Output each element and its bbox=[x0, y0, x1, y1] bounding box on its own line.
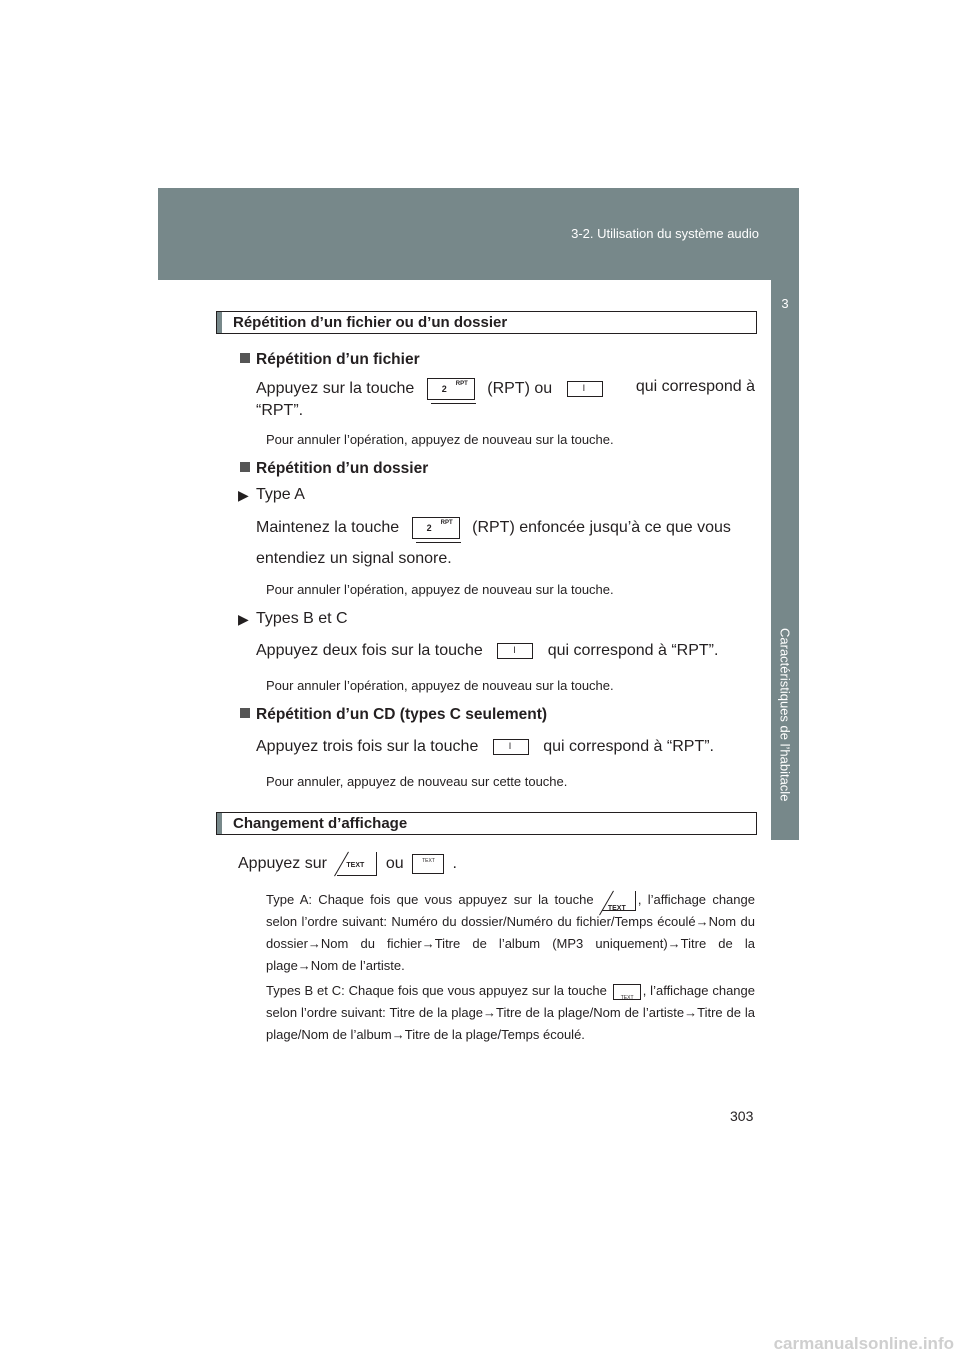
triangle-bullet-icon: ▶ bbox=[238, 611, 249, 627]
square-bullet-icon bbox=[240, 462, 250, 472]
display-type-a-paragraph: Type A: Chaque fois que vous appuyez sur la touche TEXT , l’affichage change selon l’ordre suivant: Numéro du dossier/Numéro du fichier/Temps écoulé→Nom du dossier→Nom du fichier→Titre de l’album (MP3 uniquement)→Titre de la plage→Nom de l’artiste. bbox=[266, 892, 755, 973]
section-header-title: 3-2. Utilisation du système audio bbox=[571, 226, 759, 241]
note: Pour annuler, appuyez de nouveau sur cette touche. bbox=[266, 774, 568, 789]
one-button-icon: I bbox=[567, 381, 603, 397]
text-button-icon: TEXT bbox=[337, 852, 377, 876]
note: Pour annuler l’opération, appuyez de nouveau sur la touche. bbox=[266, 582, 614, 597]
one-button-icon: I bbox=[497, 643, 533, 659]
repeat-folder-instruction-end: entendiez un signal sonore. bbox=[256, 550, 452, 567]
type-label: Type A bbox=[256, 486, 305, 503]
rpt-2-button-icon: 2 RPT bbox=[412, 517, 460, 539]
rpt-2-button-icon: 2 RPT bbox=[427, 378, 475, 400]
one-button-icon: I bbox=[493, 739, 529, 755]
chapter-number: 3 bbox=[781, 296, 789, 311]
header-band bbox=[158, 188, 799, 280]
repeat-cd-instruction: Appuyez trois fois sur la touche I qui correspond à “RPT”. bbox=[256, 738, 714, 755]
section-heading-repeat bbox=[216, 311, 757, 334]
note: Pour annuler l’opération, appuyez de nouveau sur la touche. bbox=[266, 678, 614, 693]
repeat-folder-instruction: Maintenez la touche 2 RPT (RPT) enfoncée jusqu’à ce que vous bbox=[256, 517, 755, 539]
square-bullet-icon bbox=[240, 353, 250, 363]
subheading-repeat-cd: Répétition d’un CD (types C seulement) bbox=[240, 706, 547, 724]
repeat-file-instruction-end: “RPT”. bbox=[256, 402, 304, 419]
section-title: Changement d’affichage bbox=[233, 815, 408, 832]
square-bullet-icon bbox=[240, 708, 250, 718]
section-heading-display bbox=[216, 812, 757, 835]
triangle-bullet-icon: ▶ bbox=[238, 487, 249, 503]
section-title: Répétition d’un fichier ou d’un dossier bbox=[233, 314, 508, 331]
text-small-button-icon: TEXT bbox=[412, 854, 444, 874]
page-number: 303 bbox=[730, 1108, 754, 1124]
type-label: Types B et C bbox=[256, 610, 348, 627]
watermark-footer: carmanualsonline.info bbox=[773, 1334, 954, 1353]
text-button-icon: TEXT bbox=[602, 891, 636, 911]
repeat-file-instruction: Appuyez sur la touche 2 RPT (RPT) ou I qui correspond à bbox=[256, 378, 755, 400]
chapter-side-tab bbox=[771, 280, 799, 840]
text-small-button-icon: TEXT bbox=[613, 984, 641, 1000]
subheading-repeat-folder: Répétition d’un dossier bbox=[240, 460, 428, 478]
display-type-bc-paragraph: Types B et C: Chaque fois que vous appuyez sur la touche TEXT , l’affichage change selon l’ordre suivant: Titre de la plage→Titre de la plage/Nom de l’artiste→Titre de la plage/Nom de l’album→Titre de la plage/Temps écoulé. bbox=[266, 983, 755, 1042]
subheading-repeat-file: Répétition d’un fichier bbox=[240, 351, 420, 369]
note: Pour annuler l’opération, appuyez de nouveau sur la touche. bbox=[266, 432, 614, 447]
display-instruction: Appuyez sur TEXT ou TEXT . bbox=[238, 852, 457, 876]
chapter-label: Caractéristiques de l’habitacle bbox=[777, 628, 793, 802]
repeat-folder-bc-instruction: Appuyez deux fois sur la touche I qui correspond à “RPT”. bbox=[256, 642, 719, 659]
